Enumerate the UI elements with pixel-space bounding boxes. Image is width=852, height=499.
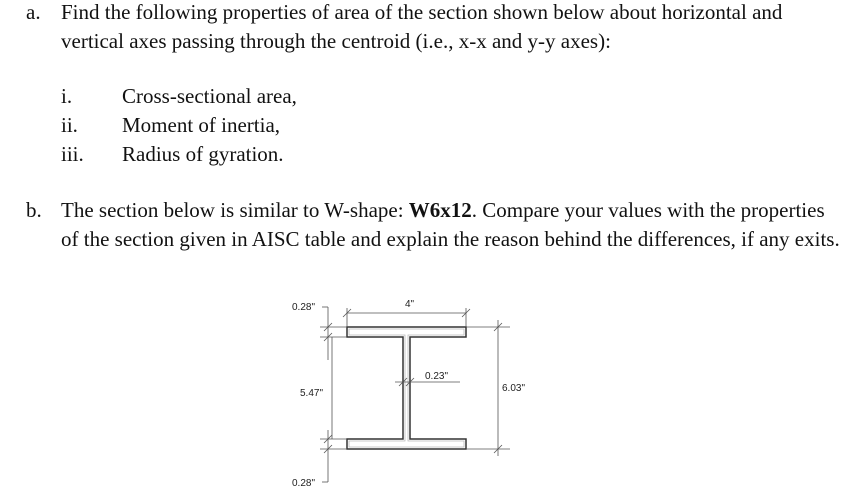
list-item-number: ii. [61, 113, 78, 137]
list-item-number: iii. [61, 142, 84, 166]
bottom-flange-thickness-label: 0.28" [292, 478, 316, 489]
web-thickness-label: 0.23" [425, 371, 449, 382]
section-designation: W6x12 [408, 198, 472, 222]
question-b [26, 196, 841, 254]
list-item-text: Radius of gyration. [122, 142, 284, 166]
top-flange-thickness-label: 0.28" [292, 302, 316, 313]
question-a-marker: a. [26, 0, 41, 24]
question-b-text [61, 196, 841, 254]
flange-width-label: 4" [405, 299, 415, 310]
w-section-outline [347, 327, 466, 449]
list-item-text: Cross-sectional area, [122, 84, 297, 108]
question-a-text: Find the following properties of area of the section shown below about horizontal and vertical axes passing through the centroid (i.e., x-x and y-y axes): [61, 0, 783, 53]
list-item-number: i. [61, 84, 73, 108]
web-height-label: 5.47" [300, 388, 324, 399]
question-b-text-after: . Compare your values with the properties of the section given in AISC table and explain the reason behind the differences, if any exits. [61, 198, 840, 251]
question-a [26, 0, 836, 56]
list-item-text: Moment of inertia, [122, 113, 281, 137]
w-section-figure [270, 290, 550, 495]
question-b-marker: b. [26, 198, 42, 222]
question-b-text-before: The section below is similar to W-shape: [61, 198, 409, 222]
total-depth-label: 6.03" [502, 383, 526, 394]
